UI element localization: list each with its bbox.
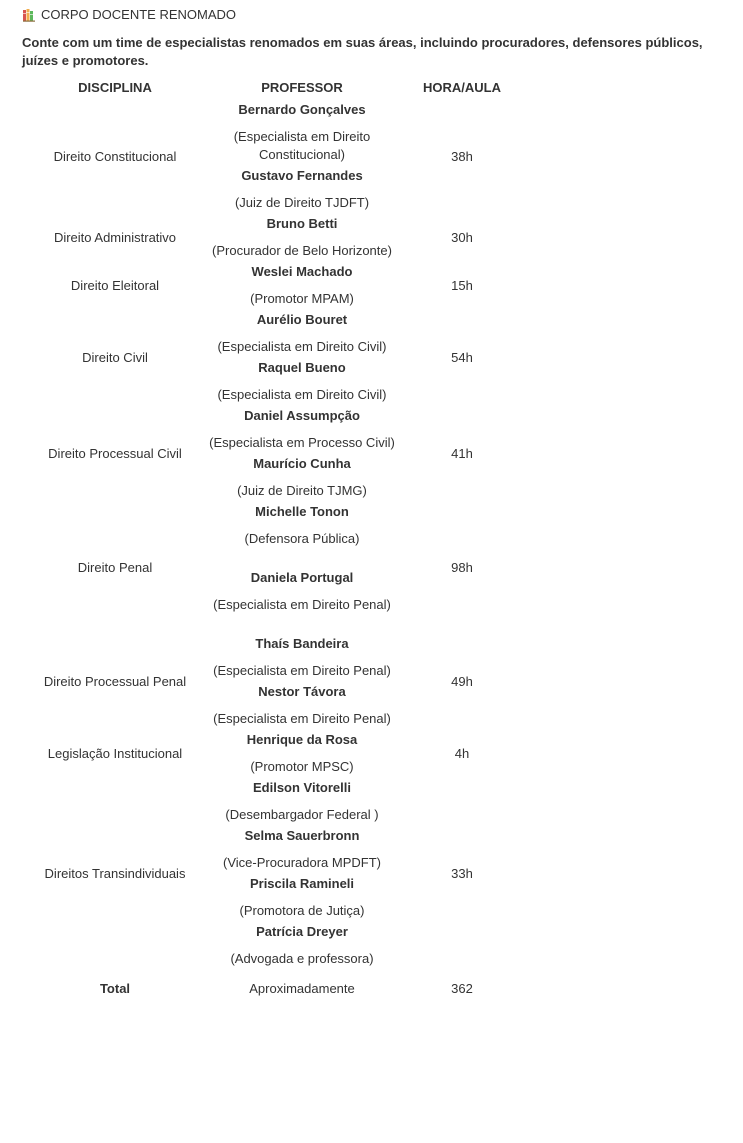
professor-description: (Procurador de Belo Horizonte): [212, 243, 392, 258]
professor-name: Weslei Machado: [251, 264, 353, 279]
professor-description: (Promotor MPAM): [250, 291, 354, 306]
professor-name: Daniela Portugal: [250, 570, 354, 585]
hours-cell: 4h: [454, 745, 470, 761]
professor-entry: [208, 309, 396, 357]
professor-cell: [208, 777, 396, 969]
professor-name: Priscila Ramineli: [249, 876, 355, 891]
professor-entry: [208, 453, 396, 501]
books-icon: [22, 8, 36, 22]
professor-description: (Defensora Pública): [244, 531, 360, 546]
professor-cell: [208, 501, 396, 633]
professor-description: (Promotora de Jutiça): [239, 903, 365, 918]
hours-cell: 41h: [451, 445, 473, 461]
section-heading: [22, 7, 236, 22]
professor-description: (Advogada e professora): [230, 951, 374, 966]
table-row: [22, 213, 528, 261]
disciplina-cell: Direito Penal: [77, 559, 153, 575]
spacer: [208, 615, 396, 633]
total-professor: Aproximadamente: [249, 981, 355, 996]
professor-entry: [208, 501, 396, 549]
professor-cell: [208, 405, 396, 501]
professor-name: Henrique da Rosa: [246, 732, 358, 747]
professor-entry: [208, 165, 396, 213]
professor-entry: [208, 777, 396, 825]
total-row: [22, 969, 528, 996]
professor-entry: [208, 261, 396, 309]
total-label: Total: [99, 981, 131, 996]
professor-cell: [208, 729, 396, 777]
professor-entry: [208, 213, 396, 261]
professor-description: (Desembargador Federal ): [225, 807, 379, 822]
professor-cell: [208, 633, 396, 729]
professor-description: (Especialista em Processo Civil): [209, 435, 395, 450]
professor-name: Selma Sauerbronn: [244, 828, 360, 843]
intro-text: Conte com um time de especialistas renomados em suas áreas, incluindo procuradores, defensores públicos, juízes e promotores.: [22, 35, 703, 68]
professor-cell: [208, 99, 396, 213]
table-row: [22, 777, 528, 969]
disciplina-cell: Direito Processual Penal: [43, 673, 187, 689]
hours-cell: 15h: [451, 277, 473, 293]
header-disciplina: DISCIPLINA: [78, 80, 152, 95]
hours-cell: 33h: [451, 865, 473, 881]
courses-table: [22, 78, 528, 996]
hours-cell: 49h: [451, 673, 473, 689]
professor-description: (Especialista em Direito Penal): [213, 711, 391, 726]
table-row: [22, 309, 528, 405]
header-hora-aula: HORA/AULA: [423, 80, 501, 95]
professor-name: Raquel Bueno: [258, 360, 346, 375]
professor-entry: [208, 357, 396, 405]
professor-entry: [208, 567, 396, 615]
professor-description: (Vice-Procuradora MPDFT): [223, 855, 381, 870]
professor-description: (Juiz de Direito TJMG): [237, 483, 367, 498]
professor-description: (Especialista em Direito Penal): [213, 597, 391, 612]
table-row: [22, 99, 528, 213]
hours-cell: 30h: [451, 229, 473, 245]
professor-description: (Promotor MPSC): [250, 759, 354, 774]
section-title: CORPO DOCENTE RENOMADO: [41, 7, 237, 22]
professor-description: (Especialista em Direito Penal): [213, 663, 391, 678]
professor-name: Aurélio Bouret: [256, 312, 348, 327]
professor-entry: [208, 825, 396, 873]
professor-name: Michelle Tonon: [255, 504, 349, 519]
table-row: [22, 261, 528, 309]
table-row: [22, 405, 528, 501]
professor-description: (Especialista em Direito Civil): [217, 339, 387, 354]
professor-entry: [208, 99, 396, 165]
professor-description: (Especialista em Direito Constitucional): [233, 129, 371, 162]
professor-name: Bruno Betti: [266, 216, 338, 231]
total-hours: 362: [451, 981, 473, 996]
professor-name: Daniel Assumpção: [244, 408, 360, 423]
table-row: [22, 501, 528, 633]
professor-cell: [208, 309, 396, 405]
professor-entry: [208, 873, 396, 921]
professor-name: Nestor Távora: [258, 684, 346, 699]
professor-entry: [208, 405, 396, 453]
hours-cell: 38h: [451, 148, 473, 164]
disciplina-cell: Direito Civil: [82, 349, 148, 365]
table-row: [22, 633, 528, 729]
professor-name: Gustavo Fernandes: [241, 168, 363, 183]
professor-name: Edilson Vitorelli: [252, 780, 351, 795]
professor-cell: [208, 261, 396, 309]
spacer: [208, 549, 396, 567]
professor-name: Bernardo Gonçalves: [238, 102, 366, 117]
hours-cell: 54h: [451, 349, 473, 365]
professor-cell: [208, 213, 396, 261]
disciplina-cell: Direito Administrativo: [53, 229, 177, 245]
header-professor: PROFESSOR: [261, 80, 343, 95]
table-row: [22, 729, 528, 777]
professor-name: Patrícia Dreyer: [256, 924, 348, 939]
professor-description: (Juiz de Direito TJDFT): [234, 195, 370, 210]
disciplina-cell: Direitos Transindividuais: [44, 865, 186, 881]
disciplina-cell: Direito Eleitoral: [70, 277, 160, 293]
professor-description: (Especialista em Direito Civil): [217, 387, 387, 402]
professor-name: Thaís Bandeira: [255, 636, 349, 651]
professor-entry: [208, 921, 396, 969]
professor-name: Maurício Cunha: [253, 456, 351, 471]
hours-cell: 98h: [451, 559, 473, 575]
professor-entry: [208, 681, 396, 729]
table-header-row: [22, 78, 528, 99]
disciplina-cell: Legislação Institucional: [47, 745, 183, 761]
professor-entry: [208, 633, 396, 681]
professor-entry: [208, 729, 396, 777]
disciplina-cell: Direito Constitucional: [53, 148, 177, 164]
disciplina-cell: Direito Processual Civil: [48, 445, 182, 461]
